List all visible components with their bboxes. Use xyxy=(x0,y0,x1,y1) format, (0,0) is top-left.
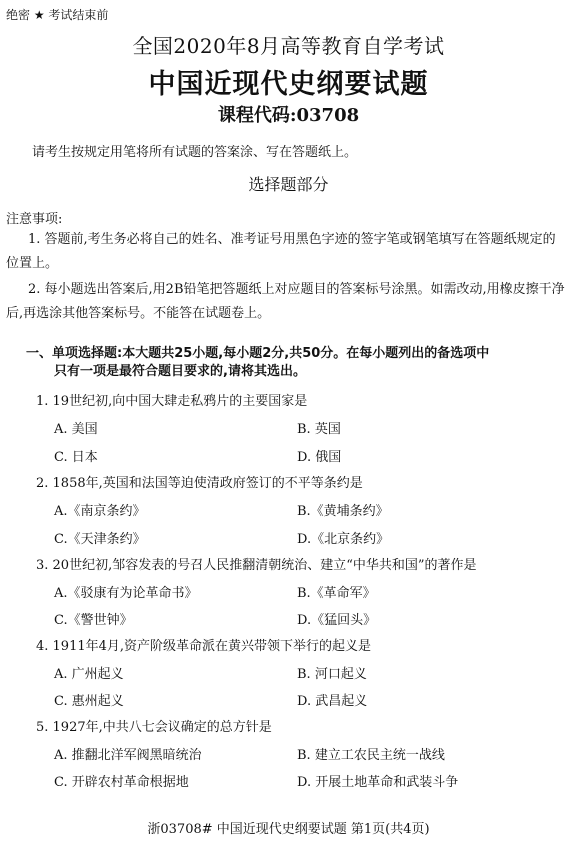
question-4-option-b: B. 河口起义 xyxy=(297,667,367,682)
question-3-option-a: A.《驳康有为论革命书》 xyxy=(54,586,198,601)
question-2-option-a: A.《南京条约》 xyxy=(54,504,146,519)
question-2: 2. 1858年,英国和法国等迫使清政府签订的不平等条约是 xyxy=(36,476,363,491)
question-1-option-a: A. 美国 xyxy=(54,422,98,437)
question-3-option-d: D.《猛回头》 xyxy=(297,613,377,628)
question-4-option-a: A. 广州起义 xyxy=(54,667,124,682)
part-one-heading xyxy=(26,345,489,381)
note-item-1-text: 1. 答题前,考生务必将自己的姓名、准考证号用黑色字迹的签字笔或钢笔填写在答题纸规定的位置上。 xyxy=(6,232,556,271)
question-2-option-d: D.《北京条约》 xyxy=(297,532,390,547)
part-one-line-1: 一、单项选择题:本大题共25小题,每小题2分,共50分。在每小题列出的备选项中 xyxy=(26,346,490,361)
question-2-option-c: C.《天津条约》 xyxy=(54,532,146,547)
question-3: 3. 20世纪初,邹容发表的号召人民推翻清朝统治、建立“中华共和国”的著作是 xyxy=(36,558,477,573)
note-item-2 xyxy=(6,278,566,326)
question-3-option-b: B.《革命军》 xyxy=(297,586,376,601)
question-1-option-c: C. 日本 xyxy=(54,450,98,465)
question-4-option-d: D. 武昌起义 xyxy=(297,694,368,709)
question-5-option-d: D. 开展土地革命和武装斗争 xyxy=(297,775,459,790)
part-one-line-2: 只有一项是最符合题目要求的,请将其选出。 xyxy=(54,364,306,379)
course-code: 课程代码:03708 xyxy=(217,105,360,126)
question-3-option-c: C.《警世钟》 xyxy=(54,613,133,628)
question-4: 4. 1911年4月,资产阶级革命派在黄兴带领下举行的起义是 xyxy=(36,639,372,654)
question-1: 1. 19世纪初,向中国大肆走私鸦片的主要国家是 xyxy=(36,394,308,409)
question-2-option-b: B.《黄埔条约》 xyxy=(297,504,389,519)
question-4-option-c: C. 惠州起义 xyxy=(54,694,124,709)
note-item-2-text: 2. 每小题选出答案后,用2B铅笔把答题纸上对应题目的答案标号涂黑。如需改动,用橡皮擦干净后,再选涂其他答案标号。不能答在试题卷上。 xyxy=(6,282,565,321)
question-5-option-a: A. 推翻北洋军阀黑暗统治 xyxy=(54,748,202,763)
intro-instruction: 请考生按规定用笔将所有试题的答案涂、写在答题纸上。 xyxy=(32,145,358,160)
question-1-option-b: B. 英国 xyxy=(297,422,341,437)
page-footer: 浙03708# 中国近现代史纲要试题 第1页(共4页) xyxy=(147,822,430,837)
exam-title: 全国2020年8月高等教育自学考试 xyxy=(132,34,445,58)
question-5-option-c: C. 开辟农村革命根据地 xyxy=(54,775,189,790)
question-5: 5. 1927年,中共八七会议确定的总方针是 xyxy=(36,720,272,735)
section-title: 选择题部分 xyxy=(248,175,329,194)
confidential-label: 绝密 ★ 考试结束前 xyxy=(6,8,109,22)
notes-title: 注意事项: xyxy=(6,212,63,227)
note-item-1 xyxy=(6,228,566,276)
paper-title: 中国近现代史纲要试题 xyxy=(148,69,429,100)
question-5-option-b: B. 建立工农民主统一战线 xyxy=(297,748,445,763)
question-1-option-d: D. 俄国 xyxy=(297,450,342,465)
